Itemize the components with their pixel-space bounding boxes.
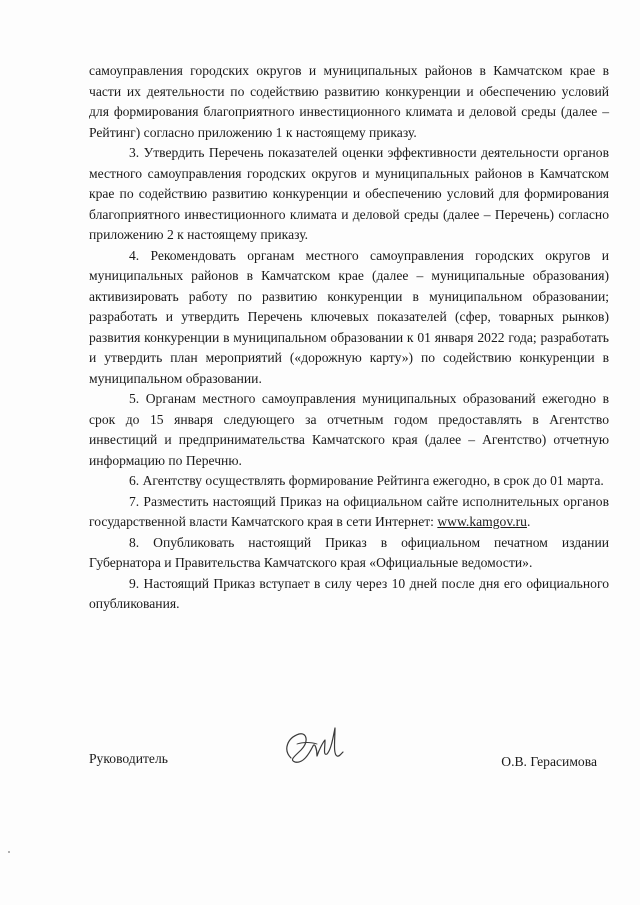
paragraph-7-text: 7. Разместить настоящий Приказ на официальном сайте исполнительных органов государственной власти Камчатского края в сети Интернет:: [89, 493, 609, 529]
handwritten-signature: [277, 720, 347, 770]
paragraph-7: [89, 492, 609, 533]
signatory-title: Руководитель: [89, 751, 168, 766]
paragraph-5: 5. Органам местного самоуправления муниципальных образований ежегодно в срок до 15 января следующего за отчетным годом предоставлять в Агентство инвестиций и предпринимательства Камчатского края (далее – Агентство) отчетную информацию по Перечню.: [89, 391, 609, 468]
document-body: [89, 61, 609, 615]
paragraph-3: 3. Утвердить Перечень показателей оценки эффективности деятельности органов местного самоуправления городских округов и муниципальных районов в Камчатском крае по содействию развитию конкуренции и обеспечению условий для формирования благоприятного инвестиционного климата и деловой среды (далее – Перечень) согласно приложению 2 к настоящему приказу.: [89, 145, 609, 242]
paragraph-9: 9. Настоящий Приказ вступает в силу через 10 дней после дня его официального опубликования.: [89, 575, 609, 611]
signatory-name: О.В. Герасимова: [501, 754, 597, 769]
scan-speck: [8, 851, 10, 853]
signature-block: [89, 745, 597, 785]
paragraph-4: 4. Рекомендовать органам местного самоуправления городских округов и муниципальных районов в Камчатском крае (далее – муниципальные образования) активизировать работу по развитию конкуренции в муниципальном образовании; разработать и утвердить Перечень ключевых показателей (сфер, товарных рынков) развития конкуренции в муниципальном образовании к 01 января 2022 года; разработать и утвердить план мероприятий («дорожную карту») по содействию конкуренции в муниципальном образовании.: [89, 247, 609, 386]
paragraph-8: 8. Опубликовать настоящий Приказ в официальном печатном издании Губернатора и Правительства Камчатского края «Официальные ведомости».: [89, 534, 609, 570]
paragraph-1: самоуправления городских округов и муниципальных районов в Камчатском крае в части их деятельности по содействию развитию конкуренции и обеспечению условий для формирования благоприятного инвестиционного климата и деловой среды (далее – Рейтинг) согласно приложению 1 к настоящему приказу.: [89, 63, 609, 140]
paragraph-6: 6. Агентству осуществлять формирование Рейтинга ежегодно, в срок до 01 марта.: [129, 473, 604, 488]
website-link[interactable]: www.kamgov.ru: [437, 514, 527, 529]
paragraph-7-end: .: [526, 514, 531, 529]
